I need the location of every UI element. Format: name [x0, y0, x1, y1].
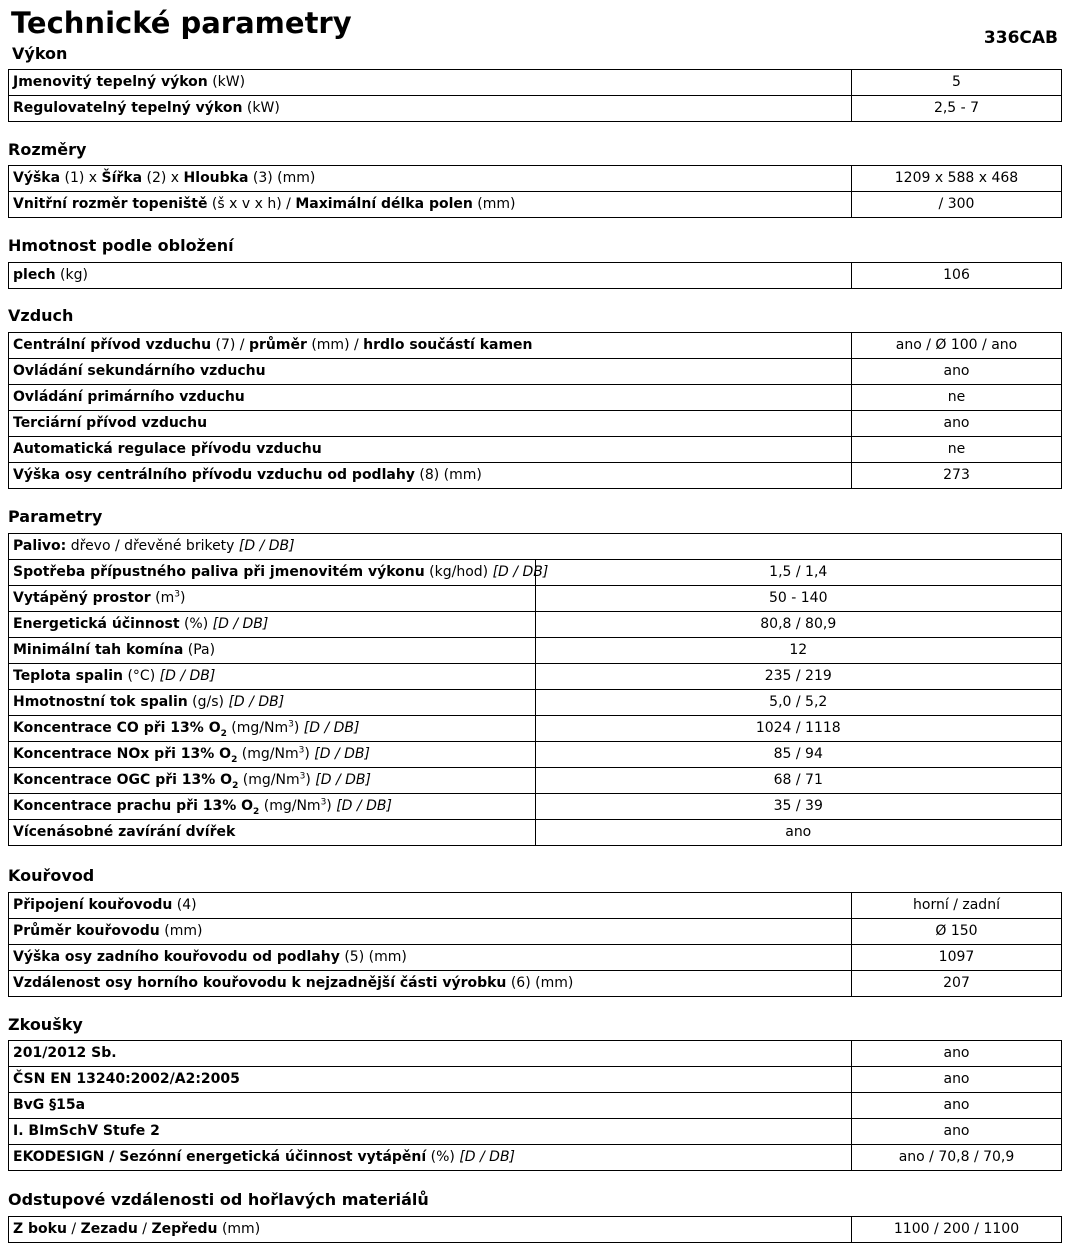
label-segment: Koncentrace CO při 13% O	[13, 720, 221, 736]
table-row	[9, 166, 1062, 192]
label-segment: (š x v x h) /	[207, 196, 296, 212]
row-label	[9, 1093, 852, 1119]
label-segment: Koncentrace NOx při 13% O	[13, 746, 232, 762]
label-segment: Minimální tah komína	[13, 642, 184, 658]
row-value: ano	[852, 411, 1062, 437]
label-segment: (5) (mm)	[339, 949, 407, 965]
label-segment: )	[179, 590, 186, 606]
label-segment: [D / DB]	[314, 746, 370, 762]
table-rozmery	[8, 165, 1062, 218]
row-label	[9, 463, 852, 489]
row-label	[9, 385, 852, 411]
table-row	[9, 716, 1062, 742]
row-label	[9, 333, 852, 359]
label-segment: Koncentrace OGC při 13% O	[13, 772, 233, 788]
table-row	[9, 70, 1062, 96]
section-title-hmotnost: Hmotnost podle obložení	[8, 236, 234, 255]
label-segment: Ovládání primárního vzduchu	[13, 389, 245, 405]
label-segment: Výška osy centrálního přívodu vzduchu od podlahy	[13, 467, 415, 483]
label-segment: (mg/Nm	[259, 798, 321, 814]
label-segment: plech	[13, 267, 56, 283]
row-value: 5	[852, 70, 1062, 96]
table-row	[9, 893, 1062, 919]
label-segment: [D / DB]	[492, 564, 549, 580]
row-value: horní / zadní	[852, 893, 1062, 919]
row-value: 1024 / 1118	[535, 716, 1062, 742]
table-row	[9, 1067, 1062, 1093]
label-segment: 2	[253, 806, 260, 817]
table-row	[9, 945, 1062, 971]
table-row	[9, 820, 1062, 846]
table-zkousky	[8, 1040, 1062, 1171]
row-label	[9, 437, 852, 463]
row-label	[9, 1217, 852, 1243]
label-segment: (Pa)	[183, 642, 216, 658]
label-segment: (mm)	[217, 1221, 261, 1237]
label-segment: (mg/Nm	[238, 772, 300, 788]
label-segment: Zezadu	[80, 1221, 138, 1237]
label-segment: (kg/hod)	[424, 564, 493, 580]
label-segment: Průměr kouřovodu	[13, 923, 160, 939]
label-segment: Automatická regulace přívodu vzduchu	[13, 441, 322, 457]
row-label	[9, 919, 852, 945]
label-segment: Zepředu	[151, 1221, 218, 1237]
label-segment: Z boku	[13, 1221, 67, 1237]
section-title-vzduch: Vzduch	[8, 306, 74, 325]
label-segment: (mm)	[472, 196, 516, 212]
label-segment: průměr	[248, 337, 307, 353]
label-segment: (3) (mm)	[248, 170, 316, 186]
label-segment: Výška osy zadního kouřovodu od podlahy	[13, 949, 340, 965]
table-parametry	[8, 533, 1062, 846]
table-row	[9, 463, 1062, 489]
table-row	[9, 560, 1062, 586]
row-label	[9, 1119, 852, 1145]
table-row	[9, 411, 1062, 437]
row-value: 1209 x 588 x 468	[852, 166, 1062, 192]
row-value: ano	[535, 820, 1062, 846]
label-segment: EKODESIGN / Sezónní energetická účinnost vytápění	[13, 1149, 427, 1165]
table-row	[9, 919, 1062, 945]
label-segment: (%)	[426, 1149, 460, 1165]
row-value: ano	[852, 1093, 1062, 1119]
label-segment: Palivo:	[13, 538, 67, 554]
label-segment: Koncentrace prachu při 13% O	[13, 798, 254, 814]
label-segment: (7) /	[211, 337, 249, 353]
row-label	[9, 534, 1062, 560]
label-segment: Výška	[13, 170, 61, 186]
label-segment: Energetická účinnost	[13, 616, 180, 632]
label-segment: Vnitřní rozměr topeniště	[13, 196, 208, 212]
table-row	[9, 1041, 1062, 1067]
table-vykon	[8, 69, 1062, 122]
row-label	[9, 742, 536, 768]
table-row	[9, 1145, 1062, 1171]
label-segment: )	[293, 720, 304, 736]
label-segment: (mm)	[159, 923, 203, 939]
row-label	[9, 192, 852, 218]
row-value: ano / Ø 100 / ano	[852, 333, 1062, 359]
table-row	[9, 359, 1062, 385]
label-segment: [D / DB]	[159, 668, 216, 684]
label-segment: [D / DB]	[303, 720, 360, 736]
row-value: 5,0 / 5,2	[535, 690, 1062, 716]
label-segment: hrdlo součástí kamen	[363, 337, 533, 353]
row-value: 35 / 39	[535, 794, 1062, 820]
label-segment: (%)	[179, 616, 213, 632]
row-label	[9, 971, 852, 997]
label-segment: (2) x	[142, 170, 184, 186]
row-label	[9, 70, 852, 96]
label-segment: (kW)	[207, 74, 246, 90]
label-segment: (1) x	[60, 170, 102, 186]
label-segment: Terciární přívod vzduchu	[13, 415, 208, 431]
label-segment: 201/2012 Sb.	[13, 1045, 117, 1061]
row-value: / 300	[852, 192, 1062, 218]
row-value: 235 / 219	[535, 664, 1062, 690]
table-row	[9, 437, 1062, 463]
label-segment: [D / DB]	[228, 694, 285, 710]
row-label	[9, 560, 549, 586]
row-label	[9, 690, 536, 716]
label-segment: 3	[298, 745, 305, 756]
table-row	[9, 192, 1062, 218]
label-segment: )	[305, 772, 316, 788]
row-value: 1,5 / 1,4	[535, 560, 1062, 586]
row-value: 12	[535, 638, 1062, 664]
label-segment: Hmotnostní tok spalin	[13, 694, 188, 710]
label-segment: [D / DB]	[336, 798, 392, 814]
label-segment: 3	[299, 771, 306, 782]
label-segment: (mm) /	[306, 337, 364, 353]
label-segment: Spotřeba přípustného paliva při jmenovitém výkonu	[13, 564, 425, 580]
section-title-kourovod: Kouřovod	[8, 866, 95, 885]
label-segment: Připojení kouřovodu	[13, 897, 173, 913]
label-segment: Maximální délka polen	[295, 196, 473, 212]
page-title: Technické parametry	[11, 6, 352, 40]
table-row	[9, 742, 1062, 768]
label-segment: Vícenásobné zavírání dvířek	[13, 824, 236, 840]
row-value: ano	[852, 1067, 1062, 1093]
model-code: 336CAB	[983, 28, 1058, 48]
row-value: 80,8 / 80,9	[535, 612, 1062, 638]
label-segment: (kW)	[242, 100, 280, 116]
label-segment: Centrální přívod vzduchu	[13, 337, 212, 353]
row-value: ano / 70,8 / 70,9	[852, 1145, 1062, 1171]
row-value: 50 - 140	[535, 586, 1062, 612]
row-value: 1100 / 200 / 1100	[852, 1217, 1062, 1243]
row-value: ano	[852, 1119, 1062, 1145]
label-segment: (mg/Nm	[237, 746, 299, 762]
label-segment: (6) (mm)	[506, 975, 574, 991]
label-segment: /	[66, 1221, 81, 1237]
table-row	[9, 690, 1062, 716]
label-segment: )	[326, 798, 337, 814]
label-segment: (m	[150, 590, 175, 606]
table-row	[9, 1119, 1062, 1145]
row-value: ano	[852, 1041, 1062, 1067]
label-segment: [D / DB]	[315, 772, 371, 788]
row-label	[9, 1067, 852, 1093]
table-row	[9, 612, 1062, 638]
label-segment: Ovládání sekundárního vzduchu	[13, 363, 266, 379]
label-segment: [D / DB]	[238, 538, 295, 554]
table-row	[9, 333, 1062, 359]
label-segment: Vytápěný prostor	[13, 590, 151, 606]
label-segment: [D / DB]	[212, 616, 269, 632]
row-label	[9, 263, 852, 289]
table-row	[9, 768, 1062, 794]
section-title-vykon: Výkon	[12, 44, 68, 63]
table-kourovod	[8, 892, 1062, 997]
label-segment: 3	[174, 589, 180, 600]
row-label	[9, 768, 536, 794]
section-title-odstupove-vzdalenosti: Odstupové vzdálenosti od hořlavých materiálů	[8, 1190, 429, 1209]
label-segment: Vzdálenost osy horního kouřovodu k nejzadnější části výrobku	[13, 975, 507, 991]
table-row	[9, 1093, 1062, 1119]
label-segment: 2	[220, 728, 227, 739]
label-segment: (°C)	[123, 668, 160, 684]
label-segment: (4)	[172, 897, 197, 913]
row-value: 68 / 71	[535, 768, 1062, 794]
table-row	[9, 586, 1062, 612]
row-label	[9, 612, 536, 638]
row-label	[9, 359, 852, 385]
row-label	[9, 411, 852, 437]
row-label	[9, 945, 852, 971]
table-row	[9, 96, 1062, 122]
label-segment: ČSN EN 13240:2002/A2:2005	[13, 1071, 240, 1087]
row-value: 273	[852, 463, 1062, 489]
label-segment: Šířka	[101, 170, 143, 186]
row-label	[9, 664, 536, 690]
label-segment: 2	[231, 754, 238, 765]
label-segment: (mg/Nm	[226, 720, 289, 736]
row-label	[9, 166, 852, 192]
label-segment: Hloubka	[183, 170, 249, 186]
label-segment: Jmenovitý tepelný výkon	[13, 74, 208, 90]
label-segment: 3	[320, 797, 327, 808]
label-segment: (8) (mm)	[414, 467, 482, 483]
table-row	[9, 664, 1062, 690]
row-value: 85 / 94	[535, 742, 1062, 768]
label-segment: Teplota spalin	[13, 668, 124, 684]
row-label	[9, 820, 536, 846]
label-segment: BvG §15a	[13, 1097, 86, 1113]
row-label	[9, 96, 852, 122]
table-vzduch	[8, 332, 1062, 489]
label-segment: (kg)	[55, 267, 88, 283]
row-label	[9, 893, 852, 919]
table-row	[9, 263, 1062, 289]
row-label	[9, 1041, 852, 1067]
label-segment: [D / DB]	[459, 1149, 516, 1165]
row-label	[9, 586, 536, 612]
label-segment: 2	[232, 780, 239, 791]
label-segment: )	[304, 746, 315, 762]
table-odstupove-vzdalenosti	[8, 1216, 1062, 1243]
row-value: 1097	[852, 945, 1062, 971]
section-title-parametry: Parametry	[8, 507, 103, 526]
row-value: Ø 150	[852, 919, 1062, 945]
row-value: ne	[852, 437, 1062, 463]
label-segment: 3	[288, 719, 294, 730]
table-row	[9, 385, 1062, 411]
section-title-rozmery: Rozměry	[8, 140, 87, 159]
row-value: ne	[852, 385, 1062, 411]
row-label	[9, 716, 536, 742]
row-value: 2,5 - 7	[852, 96, 1062, 122]
table-row	[9, 534, 1062, 560]
row-value: 207	[852, 971, 1062, 997]
table-row	[9, 638, 1062, 664]
table-row	[9, 971, 1062, 997]
table-row	[9, 1217, 1062, 1243]
section-title-zkousky: Zkoušky	[8, 1015, 83, 1034]
row-value: ano	[852, 359, 1062, 385]
row-label	[9, 794, 536, 820]
table-hmotnost	[8, 262, 1062, 289]
table-row	[9, 794, 1062, 820]
label-segment: /	[137, 1221, 152, 1237]
row-label	[9, 638, 536, 664]
row-value: 106	[852, 263, 1062, 289]
label-segment: Regulovatelný tepelný výkon	[13, 100, 243, 116]
label-segment: dřevo / dřevěné brikety	[66, 538, 239, 554]
label-segment: I. BImSchV Stufe 2	[13, 1123, 160, 1139]
label-segment: (g/s)	[187, 694, 229, 710]
row-label	[9, 1145, 852, 1171]
